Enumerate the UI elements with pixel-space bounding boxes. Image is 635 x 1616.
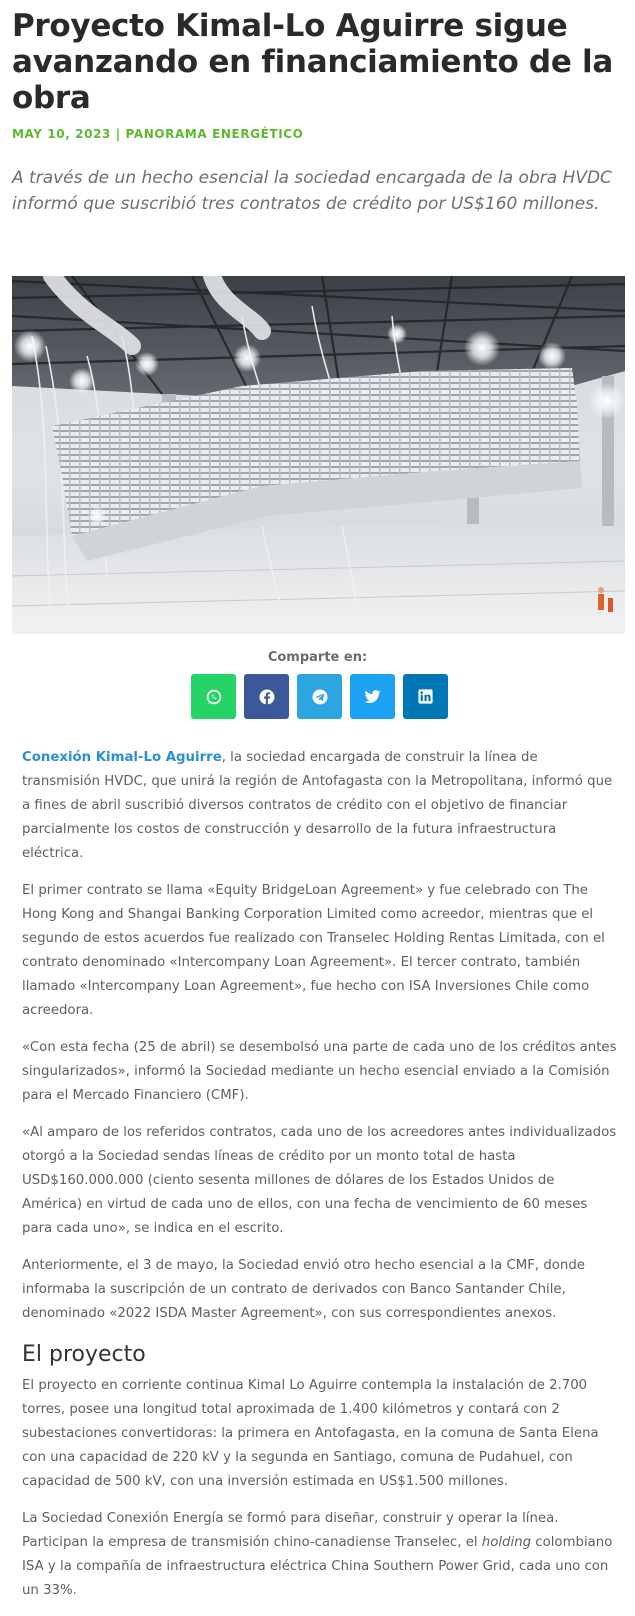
paragraph-5: Anteriormente, el 3 de mayo, la Sociedad envió otro hecho esencial a la CMF, donde informaba la suscripción de un contrato de derivados con Banco Santander Chile, denominado «2022 ISDA Master Agreement», con sus correspondientes anexos. bbox=[22, 1258, 585, 1321]
paragraph-1 bbox=[22, 746, 617, 866]
share-facebook-button[interactable] bbox=[244, 674, 289, 719]
share-label: Comparte en: bbox=[267, 650, 368, 665]
paragraph-3: «Con esta fecha (25 de abril) se desembolsó una parte de cada uno de los créditos antes singularizados», informó la Sociedad mediante un hecho esencial enviado a la Comisión para el Mercado Financiero (CMF). bbox=[22, 1040, 617, 1103]
telegram-icon bbox=[311, 688, 329, 706]
company-link[interactable]: Conexión Kimal-Lo Aguirre bbox=[22, 750, 222, 765]
paragraph-4: «Al amparo de los referidos contratos, cada uno de los acreedores antes individualizados otorgó a la Sociedad sendas líneas de crédito por un monto total de hasta USD$160.000.000 (ciento sesenta millones de dólares de los Estados Unidos de América) en virtud de cada uno de ellos, con una fecha de vencimiento de 60 meses para cada uno», se indica en el escrito. bbox=[22, 1125, 617, 1236]
article-lead: A través de un hecho esencial la sociedad encargada de la obra HVDC informó que suscribió tres contratos de crédito por US$160 millones. bbox=[12, 168, 612, 214]
article-meta: MAY 10, 2023 | PANORAMA ENERGÉTICO bbox=[12, 127, 304, 141]
paragraph-7 bbox=[22, 1507, 617, 1603]
paragraph-7-text-a: La Sociedad Conexión Energía se formó para diseñar, construir y operar la línea. Participan la empresa de transmisión chino-canadiense Transelec, el bbox=[22, 1511, 559, 1550]
twitter-icon bbox=[363, 687, 382, 706]
paragraph-6: El proyecto en corriente continua Kimal Lo Aguirre contempla la instalación de 2.700 torres, posee una longitud total aproximada de 1.400 kilómetros y contará con 2 subestaciones convertidoras: la primera en Antofagasta, en la comuna de Santa Elena con una capacidad de 220 kV y la segunda en Santiago, comuna de Pudahuel, con capacidad de 500 kV, con una inversión estimada en US$1.500 millones. bbox=[22, 1378, 599, 1489]
paragraph-7-text-b: colombiano ISA y la compañía de infraestructura eléctrica China Southern Power Grid, cada uno con un 33%. bbox=[22, 1535, 613, 1598]
share-whatsapp-button[interactable] bbox=[191, 674, 236, 719]
share-twitter-button[interactable] bbox=[350, 674, 395, 719]
paragraph-2: El primer contrato se llama «Equity BridgeLoan Agreement» y fue celebrado con The Hong Kong and Shangai Banking Corporation Limited como acreedor, mientras que el segundo de estos acuerdos fue realizado con Transelec Holding Rentas Limitada, con el contrato denominado «Intercompany Loan Agreement». El tercer contrato, también llamado «Intercompany Loan Agreement», fue hecho con ISA Inversiones Chile como acreedora. bbox=[22, 883, 605, 1018]
share-buttons bbox=[191, 674, 448, 719]
share-telegram-button[interactable] bbox=[297, 674, 342, 719]
whatsapp-icon bbox=[205, 688, 223, 706]
article-body bbox=[22, 746, 617, 1616]
paragraph-7-emphasis: holding bbox=[481, 1535, 532, 1550]
linkedin-icon bbox=[417, 688, 434, 705]
share-linkedin-button[interactable] bbox=[403, 674, 448, 719]
hero-image bbox=[12, 276, 625, 634]
paragraph-1-text: , la sociedad encargada de construir la línea de transmisión HVDC, que unirá la región de Antofagasta con la Metropolitana, informó que a fines de abril suscribió diversos contratos de crédito con el objetivo de financiar parcialmente los costos de construcción y desarrollo de la futura infraestructura eléctrica. bbox=[22, 750, 613, 861]
facebook-icon bbox=[258, 688, 276, 706]
article-title: Proyecto Kimal-Lo Aguirre sigue avanzando en financiamiento de la obra bbox=[12, 8, 613, 116]
section-heading: El proyecto bbox=[22, 1342, 146, 1367]
